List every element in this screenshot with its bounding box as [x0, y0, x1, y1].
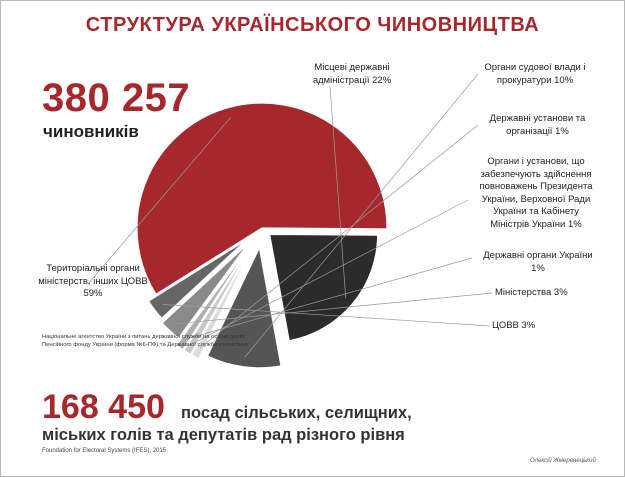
label-institutions-line1: Державні установи та	[489, 113, 586, 124]
label-territorial-line1: Територіальні органи	[46, 263, 140, 274]
source-note-line1: Національне агентство України з питань державної служби на основі даних	[42, 334, 246, 340]
council-positions-count: 168 450	[42, 388, 165, 426]
pie-slices	[137, 103, 387, 368]
label-president-line2: забезпечують здійснення	[480, 168, 592, 180]
officials-count: 380 257	[42, 76, 191, 120]
label-state-institutions	[480, 113, 595, 138]
label-state-line2: 1%	[531, 262, 545, 274]
label-local-administrations	[292, 62, 412, 87]
label-president-bodies	[466, 156, 606, 231]
label-territorial-line2: міністерств, інших ЦОВВ	[38, 275, 148, 287]
label-president-line3: повноважень Президента	[479, 181, 593, 192]
source-note-line2: Пенсійного фонду України (форма №6-ПФ) та Державної служби статистики	[42, 341, 248, 348]
label-covv-text: ЦОВВ 3%	[492, 320, 536, 331]
label-ministries	[495, 287, 568, 300]
page-title: СТРУКТУРА УКРАЇНСЬКОГО ЧИНОВНИЦТВА	[85, 14, 540, 36]
label-president-line4: України, Верховної Ради	[481, 193, 591, 205]
label-judicial-line1: Органи судової влади і	[484, 62, 586, 73]
council-positions-text-line2: міських голів та депутатів рад різного рівня	[42, 426, 405, 444]
label-local-line1: Місцеві державні	[314, 62, 390, 73]
label-president-line1: Органи і установи, що	[487, 156, 585, 167]
label-state-line1: Державні органи України	[483, 250, 593, 261]
officials-count-label: чиновників	[43, 122, 139, 141]
council-positions-text-line1: посад сільських, селищних,	[181, 404, 412, 422]
footer-source: Foundation for Electoral Systems (IFES), 2015	[42, 448, 167, 454]
source-note	[42, 334, 322, 349]
label-judicial-line2: прокуратури 10%	[496, 74, 574, 86]
label-covv	[492, 320, 535, 333]
label-institutions-line2: організації 1%	[506, 125, 569, 137]
label-local-line2: адміністрації 22%	[312, 74, 392, 86]
author-credit: Олексій Жмеренецький	[530, 458, 596, 464]
slice-local-administrations	[270, 234, 378, 340]
label-territorial-line3: 59%	[83, 288, 103, 299]
label-territorial	[18, 263, 168, 301]
label-judicial	[470, 62, 600, 87]
label-president-line5: України та Кабінету	[492, 206, 580, 217]
label-state-bodies	[473, 250, 603, 275]
label-president-line6: Міністрів України 1%	[490, 218, 582, 230]
label-ministries-text: Міністерства 3%	[495, 287, 568, 298]
